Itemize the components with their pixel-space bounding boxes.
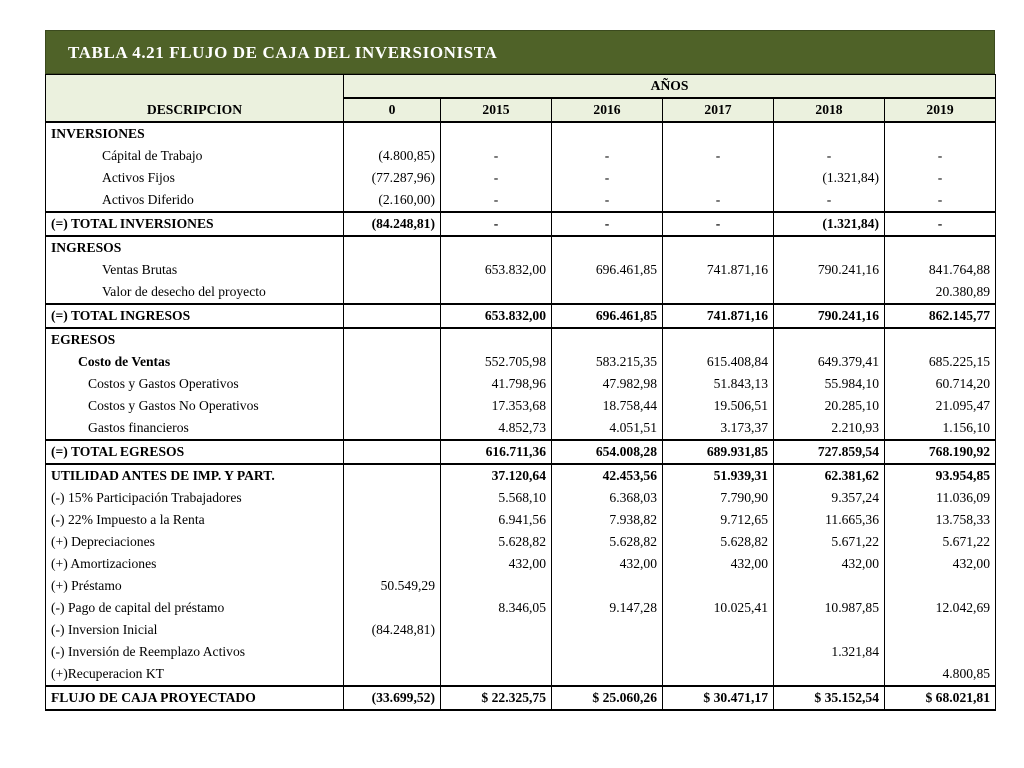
table-row (46, 167, 996, 189)
value-cell: - (885, 145, 996, 167)
value-cell: 689.931,85 (663, 440, 774, 464)
value-cell (344, 122, 441, 145)
value-cell (663, 328, 774, 351)
row-label: UTILIDAD ANTES DE IMP. Y PART. (46, 464, 344, 487)
value-cell: 20.285,10 (774, 395, 885, 417)
value-cell: (1.321,84) (774, 212, 885, 236)
value-cell (441, 328, 552, 351)
value-cell (885, 575, 996, 597)
value-cell (344, 417, 441, 440)
value-cell: 685.225,15 (885, 351, 996, 373)
value-cell: 9.147,28 (552, 597, 663, 619)
value-cell (441, 281, 552, 304)
year-header: 2019 (885, 98, 996, 122)
value-cell: 741.871,16 (663, 304, 774, 328)
value-cell (552, 575, 663, 597)
description-header: DESCRIPCION (46, 98, 344, 122)
table-row (46, 440, 996, 464)
value-cell (774, 236, 885, 259)
value-cell: 4.852,73 (441, 417, 552, 440)
table-row (46, 212, 996, 236)
value-cell: 12.042,69 (885, 597, 996, 619)
value-cell (663, 663, 774, 686)
value-cell: 6.368,03 (552, 487, 663, 509)
value-cell: (2.160,00) (344, 189, 441, 212)
table-row (46, 236, 996, 259)
table-body (46, 122, 996, 710)
year-header: 2018 (774, 98, 885, 122)
value-cell: 37.120,64 (441, 464, 552, 487)
value-cell: 17.353,68 (441, 395, 552, 417)
value-cell (885, 641, 996, 663)
value-cell: 11.665,36 (774, 509, 885, 531)
table-row (46, 122, 996, 145)
value-cell (441, 575, 552, 597)
value-cell: 93.954,85 (885, 464, 996, 487)
value-cell: 13.758,33 (885, 509, 996, 531)
value-cell: 5.671,22 (885, 531, 996, 553)
value-cell (344, 509, 441, 531)
row-label: Valor de desecho del proyecto (46, 281, 344, 304)
value-cell: 432,00 (663, 553, 774, 575)
row-label: (-) Inversión de Reemplazo Activos (46, 641, 344, 663)
value-cell: (33.699,52) (344, 686, 441, 710)
value-cell (552, 663, 663, 686)
row-label: (-) Pago de capital del préstamo (46, 597, 344, 619)
value-cell: - (774, 145, 885, 167)
value-cell (344, 281, 441, 304)
value-cell: 5.628,82 (552, 531, 663, 553)
value-cell (344, 553, 441, 575)
value-cell: 696.461,85 (552, 304, 663, 328)
row-label: (=) TOTAL INGRESOS (46, 304, 344, 328)
table-row (46, 304, 996, 328)
value-cell: - (663, 189, 774, 212)
value-cell: 8.346,05 (441, 597, 552, 619)
header-blank-cell (46, 75, 344, 99)
value-cell: 55.984,10 (774, 373, 885, 395)
value-cell: 5.628,82 (441, 531, 552, 553)
value-cell: - (441, 167, 552, 189)
year-header: 2016 (552, 98, 663, 122)
row-label: (+) Depreciaciones (46, 531, 344, 553)
value-cell: 5.671,22 (774, 531, 885, 553)
table-row (46, 509, 996, 531)
value-cell: 1.156,10 (885, 417, 996, 440)
value-cell: 60.714,20 (885, 373, 996, 395)
value-cell (663, 236, 774, 259)
value-cell (774, 328, 885, 351)
value-cell: - (552, 145, 663, 167)
value-cell: 11.036,09 (885, 487, 996, 509)
table-row (46, 328, 996, 351)
value-cell (663, 281, 774, 304)
value-cell (344, 487, 441, 509)
value-cell: 18.758,44 (552, 395, 663, 417)
value-cell (344, 304, 441, 328)
row-label: EGRESOS (46, 328, 344, 351)
value-cell (885, 122, 996, 145)
value-cell: $ 35.152,54 (774, 686, 885, 710)
value-cell: (1.321,84) (774, 167, 885, 189)
table-row (46, 259, 996, 281)
table-row (46, 145, 996, 167)
value-cell: 62.381,62 (774, 464, 885, 487)
value-cell: 615.408,84 (663, 351, 774, 373)
row-label: (-) 22% Impuesto a la Renta (46, 509, 344, 531)
value-cell (552, 122, 663, 145)
cash-flow-table (45, 74, 996, 711)
value-cell: - (663, 212, 774, 236)
row-label: (+) Préstamo (46, 575, 344, 597)
value-cell: (77.287,96) (344, 167, 441, 189)
value-cell (552, 281, 663, 304)
value-cell: 5.568,10 (441, 487, 552, 509)
value-cell: 47.982,98 (552, 373, 663, 395)
value-cell: 649.379,41 (774, 351, 885, 373)
value-cell: - (552, 167, 663, 189)
value-cell: 616.711,36 (441, 440, 552, 464)
value-cell: 9.712,65 (663, 509, 774, 531)
table-row (46, 395, 996, 417)
value-cell (441, 236, 552, 259)
value-cell: $ 25.060,26 (552, 686, 663, 710)
table-row (46, 464, 996, 487)
row-label: Costo de Ventas (46, 351, 344, 373)
value-cell: 790.241,16 (774, 304, 885, 328)
row-label: (-) 15% Participación Trabajadores (46, 487, 344, 509)
value-cell (885, 619, 996, 641)
value-cell: 10.025,41 (663, 597, 774, 619)
row-label: INVERSIONES (46, 122, 344, 145)
value-cell: (84.248,81) (344, 212, 441, 236)
value-cell: 7.790,90 (663, 487, 774, 509)
value-cell (552, 236, 663, 259)
year-header: 2015 (441, 98, 552, 122)
row-label: Costos y Gastos Operativos (46, 373, 344, 395)
row-label: (+)Recuperacion KT (46, 663, 344, 686)
value-cell: 4.051,51 (552, 417, 663, 440)
value-cell (344, 259, 441, 281)
row-label: Activos Fijos (46, 167, 344, 189)
value-cell: 21.095,47 (885, 395, 996, 417)
value-cell (774, 663, 885, 686)
value-cell (885, 236, 996, 259)
row-label: Activos Diferido (46, 189, 344, 212)
table-row (46, 575, 996, 597)
value-cell: 432,00 (441, 553, 552, 575)
value-cell: 42.453,56 (552, 464, 663, 487)
table-row (46, 619, 996, 641)
value-cell (344, 373, 441, 395)
table-row (46, 531, 996, 553)
value-cell (344, 395, 441, 417)
value-cell (344, 351, 441, 373)
value-cell (344, 236, 441, 259)
table-row (46, 641, 996, 663)
table-row (46, 281, 996, 304)
value-cell (441, 663, 552, 686)
value-cell: 432,00 (885, 553, 996, 575)
value-cell: - (663, 145, 774, 167)
value-cell (552, 328, 663, 351)
value-cell (663, 641, 774, 663)
table-row (46, 553, 996, 575)
value-cell: 727.859,54 (774, 440, 885, 464)
table-header (46, 75, 996, 123)
row-label: INGRESOS (46, 236, 344, 259)
value-cell: 552.705,98 (441, 351, 552, 373)
value-cell: 654.008,28 (552, 440, 663, 464)
value-cell: - (885, 167, 996, 189)
row-label: (+) Amortizaciones (46, 553, 344, 575)
row-label: FLUJO DE CAJA PROYECTADO (46, 686, 344, 710)
row-label: Ventas Brutas (46, 259, 344, 281)
value-cell (663, 619, 774, 641)
value-cell: 5.628,82 (663, 531, 774, 553)
value-cell (774, 619, 885, 641)
value-cell: 768.190,92 (885, 440, 996, 464)
value-cell: - (552, 189, 663, 212)
value-cell: 741.871,16 (663, 259, 774, 281)
value-cell (441, 619, 552, 641)
value-cell: 51.843,13 (663, 373, 774, 395)
value-cell: 432,00 (552, 553, 663, 575)
value-cell: - (441, 212, 552, 236)
table-row (46, 686, 996, 710)
value-cell: 6.941,56 (441, 509, 552, 531)
value-cell (344, 531, 441, 553)
value-cell: $ 68.021,81 (885, 686, 996, 710)
value-cell (774, 122, 885, 145)
year-header: 0 (344, 98, 441, 122)
value-cell (663, 167, 774, 189)
value-cell: 19.506,51 (663, 395, 774, 417)
value-cell (552, 641, 663, 663)
value-cell: 862.145,77 (885, 304, 996, 328)
value-cell (774, 575, 885, 597)
row-label: Costos y Gastos No Operativos (46, 395, 344, 417)
value-cell (663, 575, 774, 597)
value-cell (344, 464, 441, 487)
value-cell (552, 619, 663, 641)
value-cell (344, 663, 441, 686)
value-cell: - (885, 212, 996, 236)
row-label: (=) TOTAL INVERSIONES (46, 212, 344, 236)
value-cell (344, 440, 441, 464)
value-cell: 3.173,37 (663, 417, 774, 440)
value-cell: 9.357,24 (774, 487, 885, 509)
value-cell: - (885, 189, 996, 212)
value-cell: 696.461,85 (552, 259, 663, 281)
table-row (46, 487, 996, 509)
row-label: Cápital de Trabajo (46, 145, 344, 167)
value-cell: 4.800,85 (885, 663, 996, 686)
value-cell: - (441, 189, 552, 212)
row-label: (-) Inversion Inicial (46, 619, 344, 641)
table-row (46, 663, 996, 686)
value-cell (344, 641, 441, 663)
table-row (46, 373, 996, 395)
value-cell (344, 328, 441, 351)
value-cell: 50.549,29 (344, 575, 441, 597)
table-row (46, 189, 996, 212)
value-cell (885, 328, 996, 351)
value-cell: 1.321,84 (774, 641, 885, 663)
value-cell: (4.800,85) (344, 145, 441, 167)
row-label: Gastos financieros (46, 417, 344, 440)
value-cell: 653.832,00 (441, 304, 552, 328)
value-cell (441, 122, 552, 145)
value-cell: 790.241,16 (774, 259, 885, 281)
value-cell: - (552, 212, 663, 236)
value-cell: 41.798,96 (441, 373, 552, 395)
value-cell (663, 122, 774, 145)
row-label: (=) TOTAL EGRESOS (46, 440, 344, 464)
value-cell: 841.764,88 (885, 259, 996, 281)
value-cell (441, 641, 552, 663)
cash-flow-document (45, 30, 995, 711)
table-title: TABLA 4.21 FLUJO DE CAJA DEL INVERSIONISTA (45, 30, 995, 74)
value-cell: 10.987,85 (774, 597, 885, 619)
value-cell: $ 22.325,75 (441, 686, 552, 710)
value-cell: 432,00 (774, 553, 885, 575)
table-row (46, 597, 996, 619)
year-header: 2017 (663, 98, 774, 122)
value-cell: 653.832,00 (441, 259, 552, 281)
value-cell (344, 597, 441, 619)
value-cell (774, 281, 885, 304)
years-group-header: AÑOS (344, 75, 996, 99)
value-cell: 2.210,93 (774, 417, 885, 440)
value-cell: 20.380,89 (885, 281, 996, 304)
value-cell: (84.248,81) (344, 619, 441, 641)
value-cell: 51.939,31 (663, 464, 774, 487)
value-cell: - (441, 145, 552, 167)
value-cell: 583.215,35 (552, 351, 663, 373)
table-row (46, 417, 996, 440)
value-cell: - (774, 189, 885, 212)
value-cell: 7.938,82 (552, 509, 663, 531)
table-row (46, 351, 996, 373)
value-cell: $ 30.471,17 (663, 686, 774, 710)
